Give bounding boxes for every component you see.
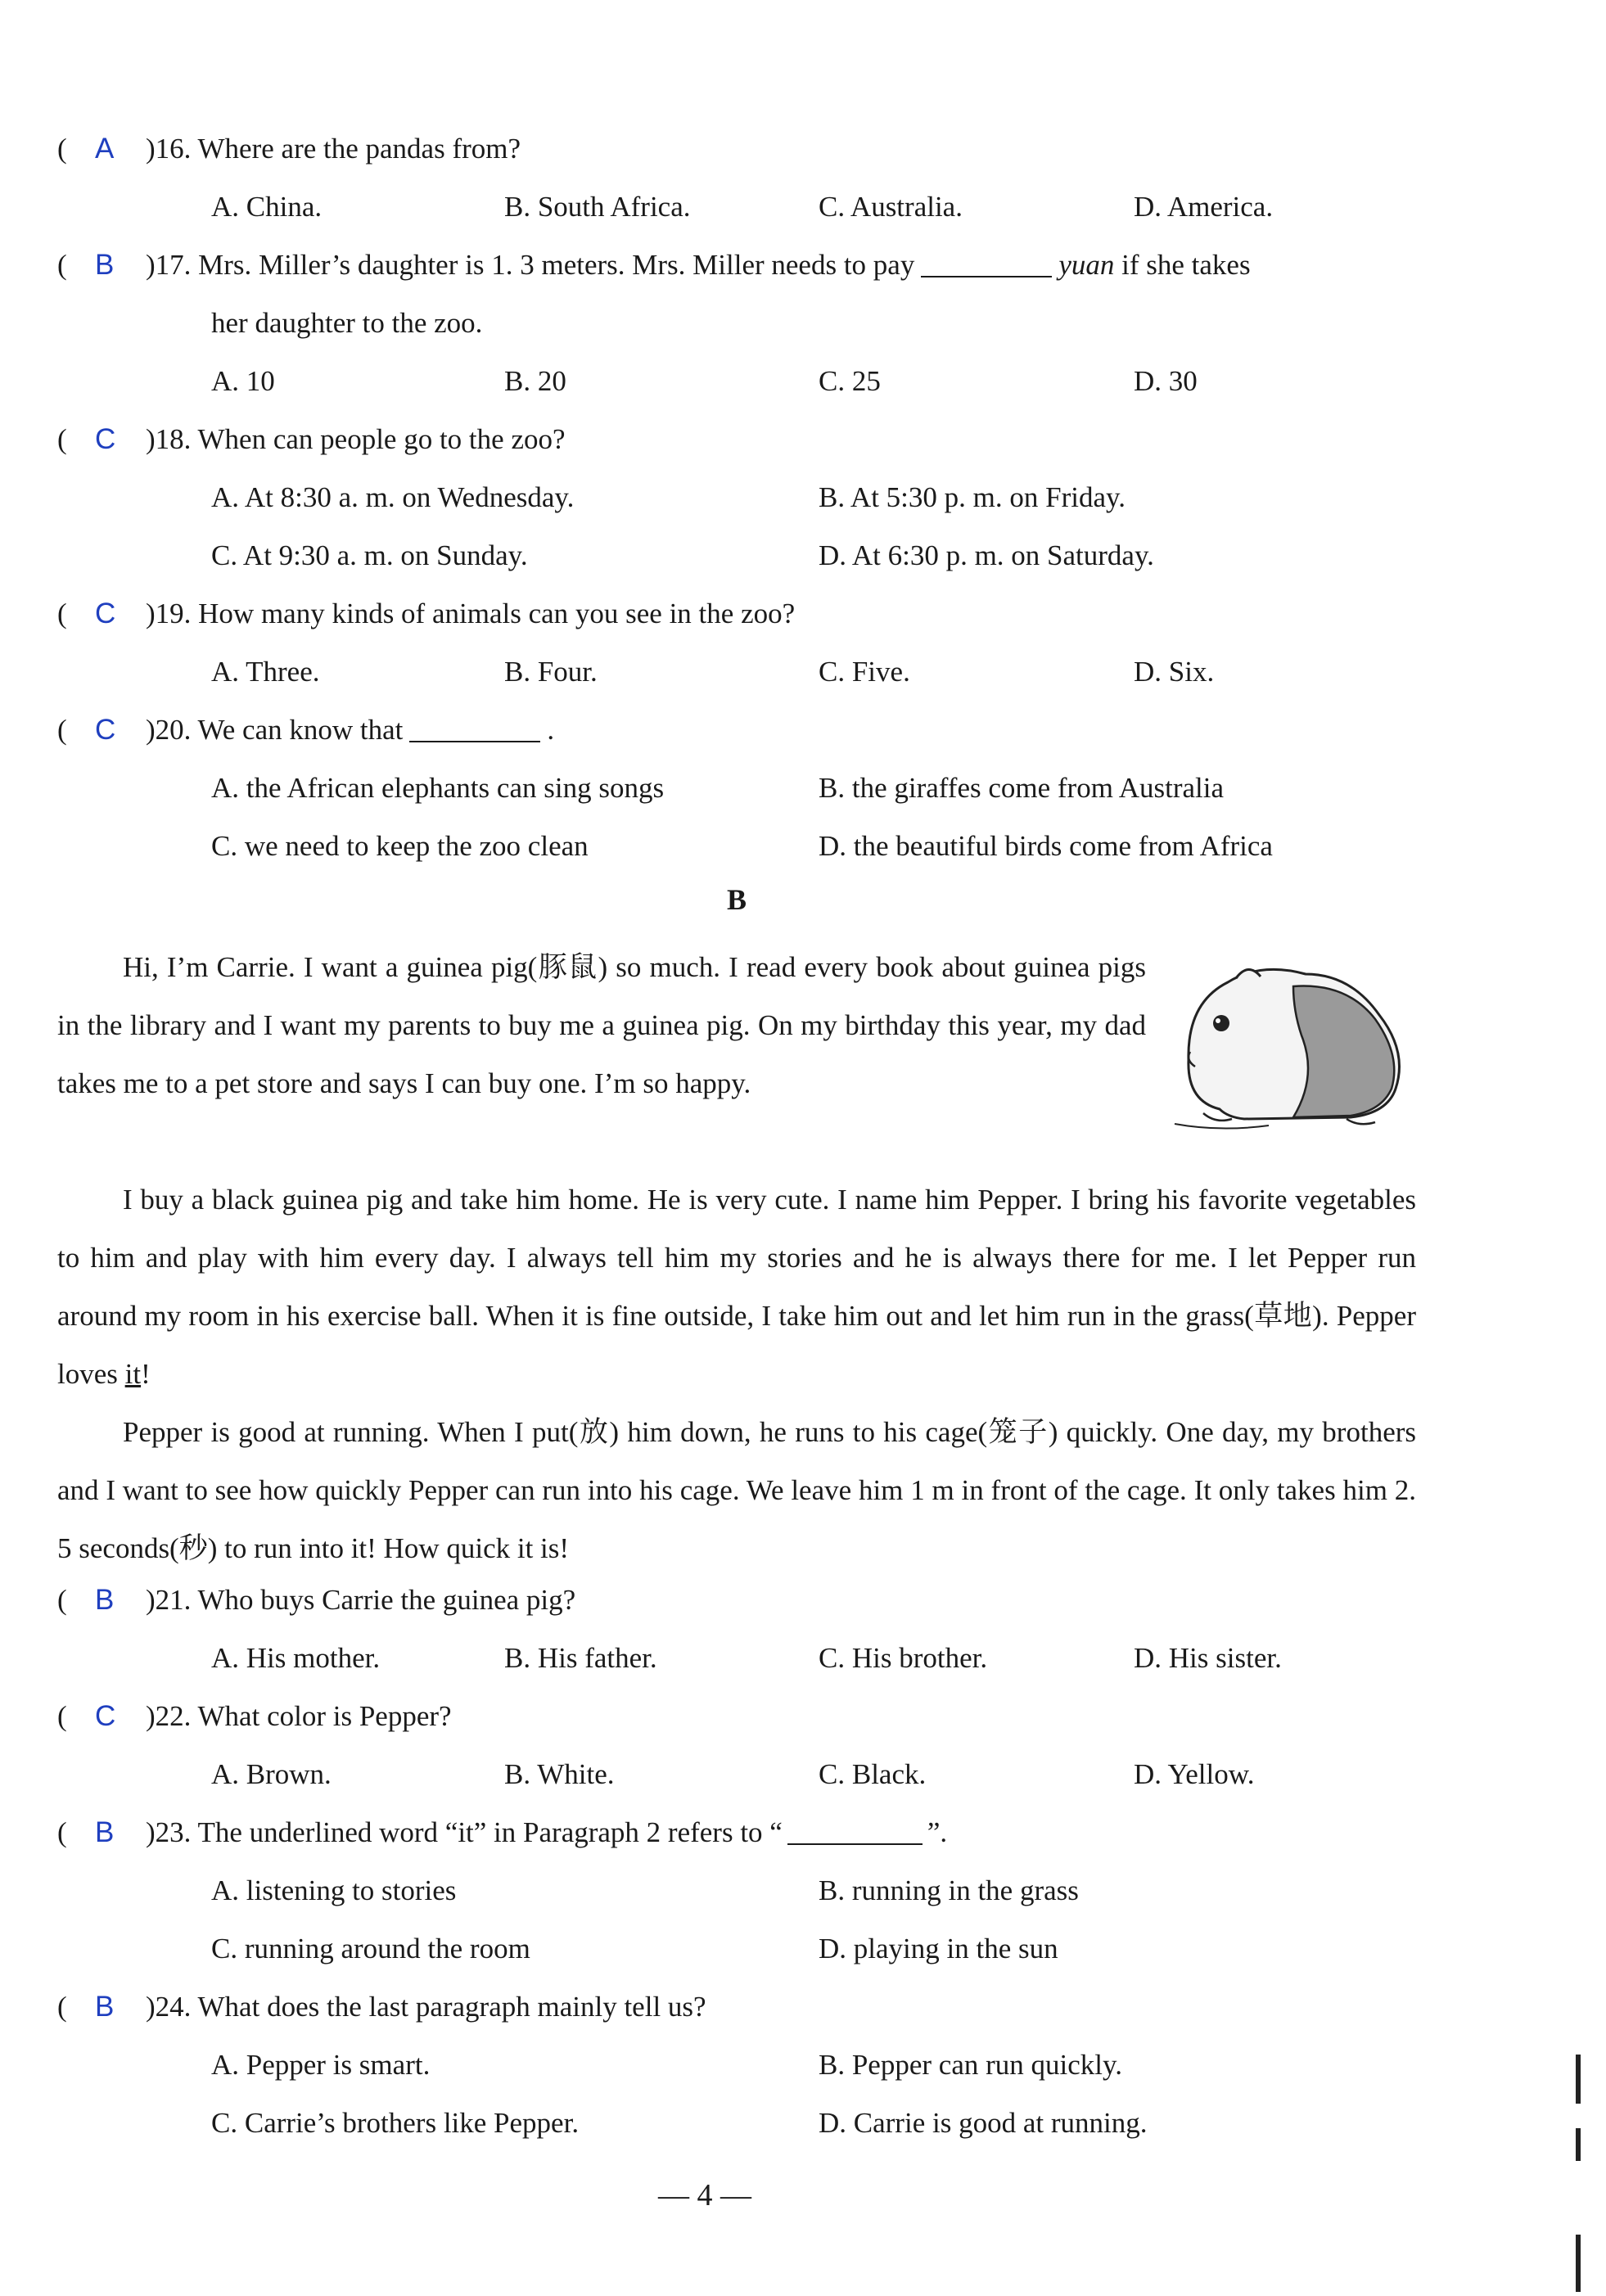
passage-paragraphs-2-3 bbox=[57, 1171, 1416, 1577]
answer-19: C bbox=[95, 598, 116, 629]
section-heading: B bbox=[726, 883, 747, 916]
option-b: B. Pepper can run quickly. bbox=[819, 2049, 1122, 2081]
answer-18: C bbox=[95, 423, 116, 455]
stem-23 bbox=[146, 1808, 947, 1857]
stem-19: )19. How many kinds of animals can you see in the zoo? bbox=[146, 598, 796, 629]
option-a: A. Pepper is smart. bbox=[211, 2049, 431, 2081]
stem-20-part2: . bbox=[547, 714, 555, 746]
question-21 bbox=[0, 1576, 1606, 1625]
paren: ( bbox=[57, 1700, 67, 1732]
stem-17 bbox=[146, 241, 1251, 290]
question-17-line2 bbox=[0, 299, 1606, 348]
guinea-pig-illustration bbox=[1171, 937, 1416, 1134]
options-23-row2 bbox=[0, 1924, 1606, 1973]
options-21 bbox=[0, 1634, 1606, 1683]
option-b: B. His father. bbox=[504, 1642, 657, 1674]
question-17 bbox=[0, 241, 1606, 290]
paragraph-2-text: I buy a black guinea pig and take him home. He is very cute. I name him Pepper. I bring his favorite vegetables to him and play with him every day. I always tell him my stories and he is always there for me. I let Pepper run around my room in his exercise ball. When it is fine outside, I take him out and let him run in the grass(草地). Pepper loves bbox=[57, 1184, 1416, 1390]
option-a: A. 10 bbox=[211, 365, 275, 397]
paragraph-3-text: Pepper is good at running. When I put(放) him down, he runs to his cage(笼子) quickly. One day, my brothers and I want to see how quickly Pepper can run into his cage. We leave him 1 m in front of the cage. It only takes him 2. 5 seconds(秒) to run into it! How quick it is! bbox=[57, 1416, 1416, 1564]
options-20-row1 bbox=[0, 764, 1606, 813]
answer-blank bbox=[409, 716, 540, 742]
stem-20-part1: )20. We can know that bbox=[146, 714, 404, 746]
stem-20 bbox=[146, 706, 554, 755]
option-d: D. America. bbox=[1134, 191, 1274, 223]
stem-16: )16. Where are the pandas from? bbox=[146, 133, 521, 165]
answer-20: C bbox=[95, 714, 116, 746]
options-16 bbox=[0, 183, 1606, 232]
answer-17: B bbox=[95, 249, 115, 281]
scan-edge-mark bbox=[1576, 2128, 1581, 2161]
option-c: C. 25 bbox=[819, 365, 881, 397]
stem-24: )24. What does the last paragraph mainly tell us? bbox=[146, 1991, 706, 2023]
yuan-word: yuan bbox=[1058, 249, 1115, 281]
option-a: A. Three. bbox=[211, 656, 320, 688]
question-16 bbox=[0, 124, 1606, 174]
paren: ( bbox=[57, 1991, 67, 2023]
options-22 bbox=[0, 1750, 1606, 1799]
paragraph-1-text: Hi, I’m Carrie. I want a guinea pig(豚鼠) so much. I read every book about guinea pigs in the library and I want my parents to buy me a guinea pig. On my birthday this year, my dad takes me to a pet store and says I can buy one. I’m so happy. bbox=[57, 951, 1146, 1099]
options-24-row2 bbox=[0, 2099, 1606, 2148]
option-b: B. White. bbox=[504, 1758, 615, 1790]
option-c: C. we need to keep the zoo clean bbox=[211, 830, 589, 862]
answer-16: A bbox=[95, 133, 115, 165]
stem-21: )21. Who buys Carrie the guinea pig? bbox=[146, 1584, 576, 1616]
stem-17-part2: if she takes bbox=[1121, 249, 1251, 281]
page-number: — 4 — bbox=[658, 2178, 751, 2213]
option-d: D. His sister. bbox=[1134, 1642, 1282, 1674]
options-20-row2 bbox=[0, 822, 1606, 871]
stem-17-part1: )17. Mrs. Miller’s daughter is 1. 3 meters. Mrs. Miller needs to pay bbox=[146, 249, 915, 281]
option-c: C. running around the room bbox=[211, 1933, 530, 1964]
option-d: D. At 6:30 p. m. on Saturday. bbox=[819, 539, 1154, 571]
answer-21: B bbox=[95, 1584, 115, 1616]
options-19 bbox=[0, 647, 1606, 697]
scan-edge-mark bbox=[1576, 2235, 1581, 2292]
options-17 bbox=[0, 357, 1606, 406]
paren: ( bbox=[57, 714, 67, 746]
option-a: A. His mother. bbox=[211, 1642, 381, 1674]
paragraph-2 bbox=[57, 1171, 1416, 1403]
paren: ( bbox=[57, 598, 67, 629]
paren: ( bbox=[57, 423, 67, 455]
option-c: C. Black. bbox=[819, 1758, 927, 1790]
answer-22: C bbox=[95, 1700, 116, 1732]
option-c: C. Australia. bbox=[819, 191, 963, 223]
option-b: B. Four. bbox=[504, 656, 598, 688]
option-d: D. Carrie is good at running. bbox=[819, 2107, 1148, 2139]
option-c: C. At 9:30 a. m. on Sunday. bbox=[211, 539, 528, 571]
paren: ( bbox=[57, 1584, 67, 1616]
option-a: A. China. bbox=[211, 191, 323, 223]
question-22 bbox=[0, 1692, 1606, 1741]
stem-23-part2: ”. bbox=[927, 1816, 948, 1848]
option-c: C. His brother. bbox=[819, 1642, 988, 1674]
option-a: A. listening to stories bbox=[211, 1874, 457, 1906]
option-b: B. South Africa. bbox=[504, 191, 691, 223]
paren: ( bbox=[57, 133, 67, 165]
option-c: C. Carrie’s brothers like Pepper. bbox=[211, 2107, 580, 2139]
question-23 bbox=[0, 1808, 1606, 1857]
option-d: D. 30 bbox=[1134, 365, 1198, 397]
stem-18: )18. When can people go to the zoo? bbox=[146, 423, 566, 455]
option-b: B. 20 bbox=[504, 365, 566, 397]
answer-24: B bbox=[95, 1991, 115, 2023]
answer-23: B bbox=[95, 1816, 115, 1848]
option-a: A. At 8:30 a. m. on Wednesday. bbox=[211, 481, 575, 513]
question-24 bbox=[0, 1982, 1606, 2032]
option-c: C. Five. bbox=[819, 656, 910, 688]
scan-edge-mark bbox=[1576, 2055, 1581, 2104]
answer-blank bbox=[787, 1819, 923, 1845]
stem-22: )22. What color is Pepper? bbox=[146, 1700, 452, 1732]
option-a: A. Brown. bbox=[211, 1758, 332, 1790]
option-d: D. the beautiful birds come from Africa bbox=[819, 830, 1273, 862]
passage-paragraph-1 bbox=[57, 938, 1146, 1112]
paren: ( bbox=[57, 249, 67, 281]
paragraph-2-end: ! bbox=[141, 1358, 151, 1390]
paren: ( bbox=[57, 1816, 67, 1848]
stem-17-line2: her daughter to the zoo. bbox=[211, 307, 483, 339]
option-d: D. Six. bbox=[1134, 656, 1215, 688]
options-18-row1 bbox=[0, 473, 1606, 522]
options-23-row1 bbox=[0, 1866, 1606, 1915]
question-18 bbox=[0, 415, 1606, 464]
question-20 bbox=[0, 706, 1606, 755]
options-24-row1 bbox=[0, 2041, 1606, 2090]
answer-blank bbox=[921, 251, 1052, 277]
option-d: D. Yellow. bbox=[1134, 1758, 1255, 1790]
question-19 bbox=[0, 589, 1606, 638]
underlined-it: it bbox=[124, 1358, 142, 1390]
option-a: A. the African elephants can sing songs bbox=[211, 772, 665, 804]
option-b: B. running in the grass bbox=[819, 1874, 1079, 1906]
option-d: D. playing in the sun bbox=[819, 1933, 1058, 1964]
options-18-row2 bbox=[0, 531, 1606, 580]
option-b: B. At 5:30 p. m. on Friday. bbox=[819, 481, 1126, 513]
option-b: B. the giraffes come from Australia bbox=[819, 772, 1225, 804]
stem-23-part1: )23. The underlined word “it” in Paragraph 2 refers to “ bbox=[146, 1816, 783, 1848]
